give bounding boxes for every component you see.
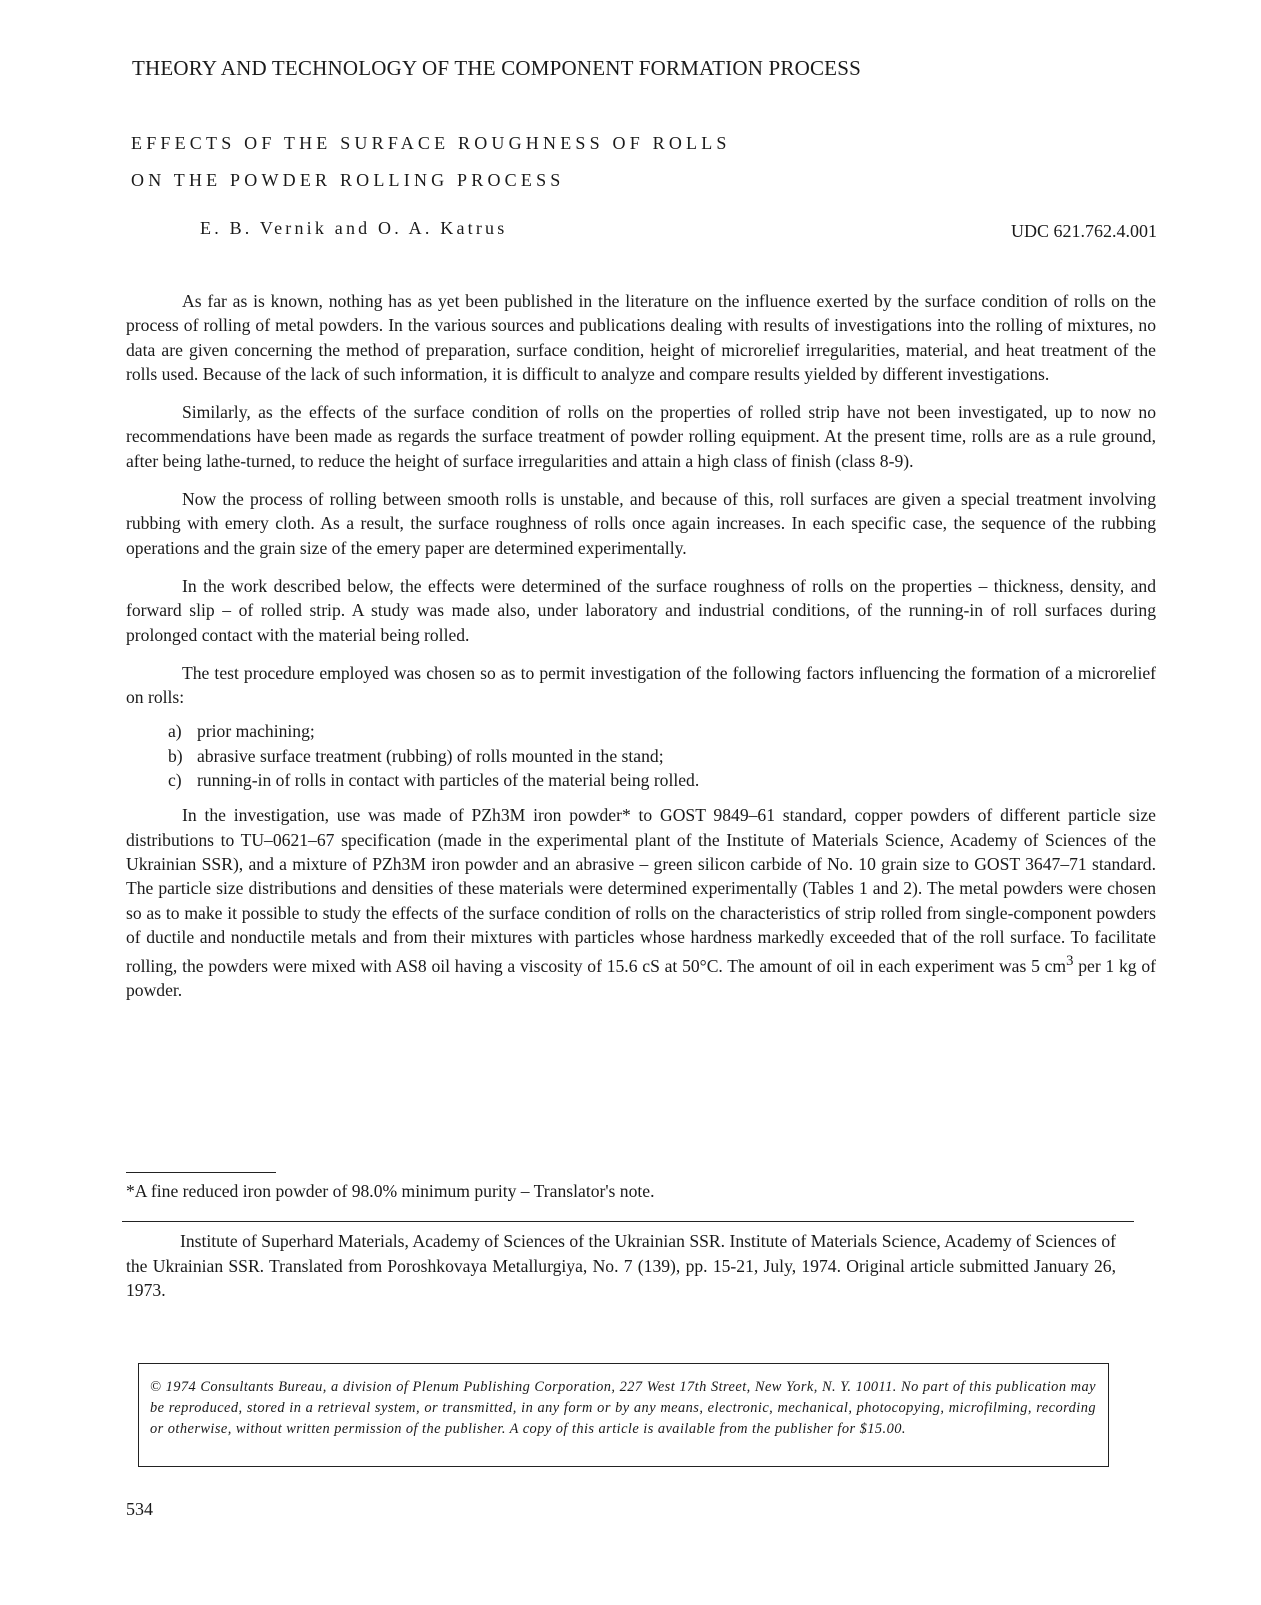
list-item bbox=[168, 744, 1156, 768]
paragraph bbox=[126, 803, 1156, 1002]
article-body bbox=[126, 289, 1156, 1017]
footnote: *A fine reduced iron powder of 98.0% minimum purity – Translator's note. bbox=[126, 1181, 655, 1201]
paragraph: In the work described below, the effects were determined of the surface roughness of rolls on the properties – thickness, density, and forward slip – of rolled strip. A study was made also, under laboratory and industrial conditions, of the running-in of roll surfaces during prolonged contact with the material being rolled. bbox=[126, 575, 1156, 645]
paragraph: Similarly, as the effects of the surface condition of rolls on the properties of rolled strip have not been investigated, up to now no recommendations have been made as regards the surface treatment of powder rolling equipment. At the present time, rolls are as a rule ground, after being lathe-turned, to reduce the height of surface irregularities and attain a high class of finish (class 8-9). bbox=[126, 402, 1156, 471]
list-item bbox=[168, 719, 1156, 743]
paragraph: Now the process of rolling between smooth rolls is unstable, and because of this, roll surfaces are given a special treatment involving rubbing with emery cloth. As a result, the surface roughness of rolls once again increases. In each specific case, the sequence of the rubbing operations and the grain size of the emery paper are determined experimentally. bbox=[126, 489, 1156, 558]
udc-code: UDC 621.762.4.001 bbox=[1010, 221, 1157, 241]
list-marker: a) bbox=[168, 721, 182, 742]
list-item-text: prior machining; bbox=[197, 721, 315, 742]
list-item-text: running-in of rolls in contact with particles of the material being rolled. bbox=[197, 770, 700, 791]
paragraph: As far as is known, nothing has as yet been published in the literature on the influence exerted by the surface condition of rolls on the process of rolling of metal powders. In the various sources and publications dealing with results of investigations into the rolling of mixtures, no data are given concerning the method of preparation, surface condition, height of microrelief irregularities, material, and heat treatment of the rolls used. Because of the lack of such information, it is difficult to analyze and compare results yielded by different investigations. bbox=[126, 291, 1156, 384]
factor-list bbox=[126, 719, 1156, 792]
article-title-line-1: EFFECTS OF THE SURFACE ROUGHNESS OF ROLLS bbox=[131, 133, 731, 153]
section-heading: THEORY AND TECHNOLOGY OF THE COMPONENT FORMATION PROCESS bbox=[132, 56, 861, 80]
list-item bbox=[168, 768, 1156, 792]
superscript: 3 bbox=[1066, 953, 1074, 970]
affiliation-divider bbox=[122, 1221, 1134, 1222]
paragraph-main-text: In the investigation, use was made of PZh3M iron powder* to GOST 9849–61 standard, copper powders of different particle size distributions to TU–0621–67 specification (made in the experimental plant of the Institute of Materials Science, Academy of Sciences of the Ukrainian SSR), and a mixture of PZh3M iron powder and an abrasive – green silicon carbide of No. 10 grain size to GOST 3647–71 standard. The particle size distributions and densities of these materials were determined experimentally (Tables 1 and 2). The metal powders were chosen so as to make it possible to study the effects of the surface condition of rolls on the characteristics of strip rolled from single-component powders of ductile and nonductile metals and from their mixtures with particles whose hardness markedly exceeded that of the roll surface. To facilitate rolling, the powders were mixed with AS8 oil having a viscosity of 15.6 cS at 50°C. The amount of oil in each experiment was 5 cm bbox=[126, 805, 1156, 976]
affiliation-note: Institute of Superhard Materials, Academy of Sciences of the Ukrainian SSR. Institute of Materials Science, Academy of Sciences of the Ukrainian SSR. Translated from Poroshkovaya Metallurgiya, No. 7 (139), pp. 15-21, July, 1974. Original article submitted January 26, 1973. bbox=[126, 1231, 1116, 1300]
copyright-box bbox=[138, 1363, 1109, 1467]
copyright-notice: © 1974 Consultants Bureau, a division of Plenum Publishing Corporation, 227 West 17th Street, New York, N. Y. 10011. No part of this publication may be reproduced, stored in a retrieval system, or transmitted, in any form or by any means, electronic, mechanical, photocopying, microfilming, recording or otherwise, without written permission of the publisher. A copy of this article is available from the publisher for $15.00. bbox=[150, 1379, 1096, 1437]
authors: E. B. Vernik and O. A. Katrus bbox=[200, 218, 508, 238]
paragraph-tail-text: per 1 kg of powder. bbox=[126, 955, 1156, 1001]
article-title-line-2: ON THE POWDER ROLLING PROCESS bbox=[131, 170, 565, 190]
list-marker: b) bbox=[168, 745, 183, 766]
list-item-text: abrasive surface treatment (rubbing) of rolls mounted in the stand; bbox=[197, 745, 664, 766]
footnote-divider bbox=[126, 1172, 276, 1173]
list-marker: c) bbox=[168, 770, 182, 791]
paragraph: The test procedure employed was chosen so as to permit investigation of the following factors influencing the formation of a microrelief on rolls: bbox=[126, 662, 1156, 708]
page-number: 534 bbox=[126, 1499, 153, 1519]
